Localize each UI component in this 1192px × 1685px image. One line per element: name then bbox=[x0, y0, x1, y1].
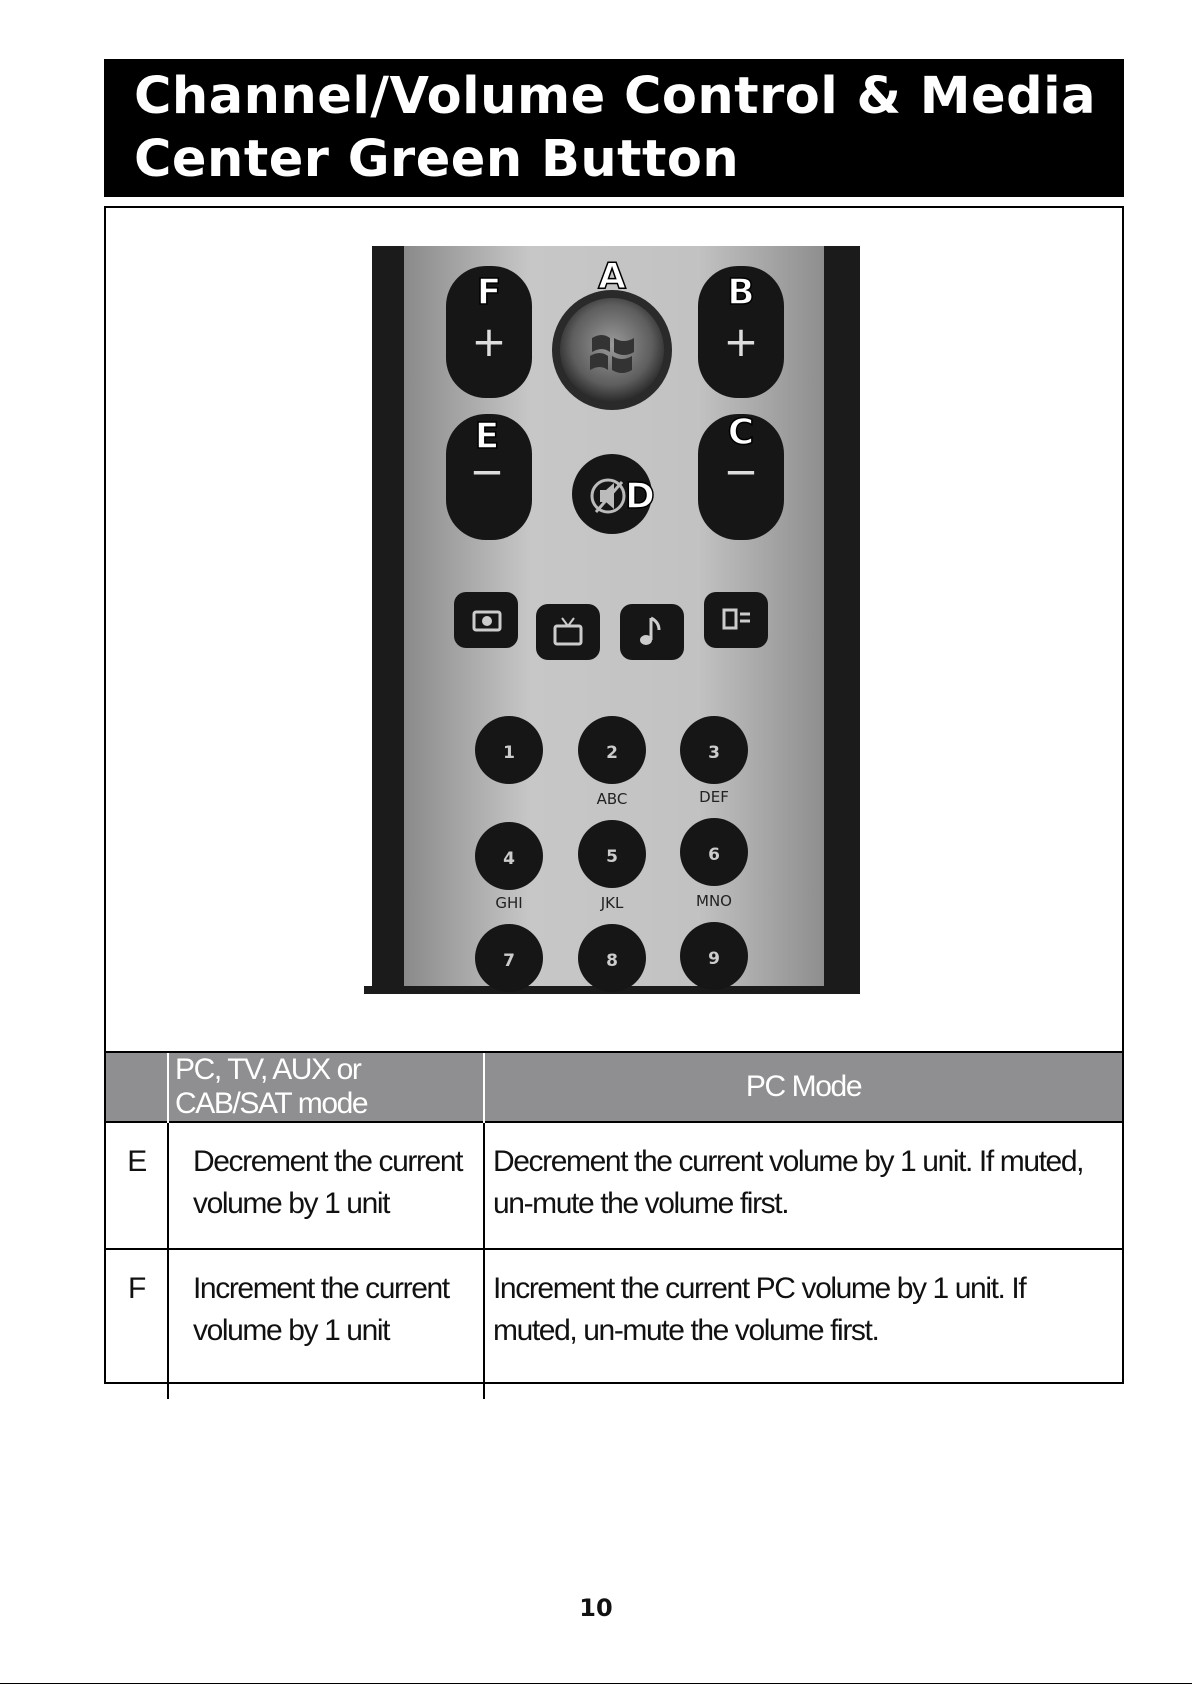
keypad-button-9[interactable] bbox=[680, 922, 748, 990]
keypad-letters-jkl: JKL bbox=[600, 894, 624, 912]
keypad-button-7[interactable] bbox=[475, 924, 543, 992]
svg-text:9: 9 bbox=[708, 949, 720, 969]
callout-c: C bbox=[727, 412, 755, 453]
keypad-button-2[interactable] bbox=[578, 716, 646, 784]
music-button[interactable] bbox=[620, 604, 684, 660]
callout-f: F bbox=[476, 272, 502, 313]
row-mode-description: Decrement the current volume by 1 unit bbox=[168, 1122, 484, 1249]
row-pc-description: Increment the current PC volume by 1 unit. If muted, un-mute the volume first. bbox=[484, 1249, 1122, 1399]
svg-text:3: 3 bbox=[708, 743, 720, 763]
keypad-button-6[interactable] bbox=[680, 818, 748, 886]
header-pc-mode: PC Mode bbox=[484, 1052, 1122, 1122]
table-row bbox=[106, 1122, 1122, 1249]
svg-text:5: 5 bbox=[606, 847, 618, 867]
svg-text:1: 1 bbox=[503, 743, 515, 763]
callout-e: E bbox=[474, 416, 500, 457]
page-title-line-2: Center Green Button bbox=[134, 130, 740, 189]
table-row bbox=[106, 1249, 1122, 1399]
channel-plus-sign: + bbox=[723, 317, 759, 366]
videos-button[interactable] bbox=[704, 592, 768, 648]
svg-text:2: 2 bbox=[606, 743, 618, 763]
callout-b: B bbox=[727, 272, 755, 313]
keypad-button-3[interactable] bbox=[680, 716, 748, 784]
row-key: F bbox=[106, 1249, 168, 1399]
pictures-button[interactable] bbox=[454, 592, 518, 648]
channel-minus-sign: − bbox=[723, 447, 759, 496]
table-header-row bbox=[106, 1052, 1122, 1122]
remote-control-photo bbox=[364, 246, 860, 994]
channel-up-button[interactable] bbox=[698, 266, 784, 398]
keypad-letters-mno: MNO bbox=[696, 892, 732, 910]
page-title-bar bbox=[104, 59, 1124, 197]
keypad-button-1[interactable] bbox=[475, 716, 543, 784]
volume-minus-sign: − bbox=[469, 447, 505, 496]
volume-up-button[interactable] bbox=[446, 266, 532, 398]
keypad-letters-ghi: GHI bbox=[495, 894, 523, 912]
svg-text:4: 4 bbox=[503, 849, 515, 869]
volume-plus-sign: + bbox=[471, 317, 507, 366]
page-title bbox=[134, 65, 1124, 191]
callout-a: A bbox=[598, 256, 626, 297]
channel-down-button[interactable] bbox=[698, 412, 784, 540]
bottom-rule bbox=[0, 1683, 1192, 1684]
svg-text:7: 7 bbox=[503, 951, 515, 971]
page-title-line-1: Channel/Volume Control & Media bbox=[134, 67, 1097, 126]
keypad bbox=[475, 716, 748, 992]
keypad-button-4[interactable] bbox=[475, 822, 543, 890]
row-key: E bbox=[106, 1122, 168, 1249]
page-number: 10 bbox=[579, 1594, 613, 1622]
content-frame bbox=[104, 206, 1124, 1384]
row-pc-description: Decrement the current volume by 1 unit. If muted, un-mute the volume first. bbox=[484, 1122, 1122, 1249]
row-mode-description: Increment the current volume by 1 unit bbox=[168, 1249, 484, 1399]
volume-down-button[interactable] bbox=[446, 414, 532, 540]
keypad-button-8[interactable] bbox=[578, 924, 646, 992]
svg-text:8: 8 bbox=[606, 951, 618, 971]
keypad-letters-def: DEF bbox=[699, 788, 729, 806]
keypad-letters-abc: ABC bbox=[596, 790, 628, 808]
tv-button[interactable] bbox=[536, 604, 600, 660]
header-mode: PC, TV, AUX or CAB/SAT mode bbox=[168, 1052, 484, 1122]
callout-d: D bbox=[625, 476, 655, 517]
svg-text:6: 6 bbox=[708, 845, 720, 865]
header-key bbox=[106, 1052, 168, 1122]
keypad-button-5[interactable] bbox=[578, 820, 646, 888]
button-function-table bbox=[106, 1051, 1122, 1399]
